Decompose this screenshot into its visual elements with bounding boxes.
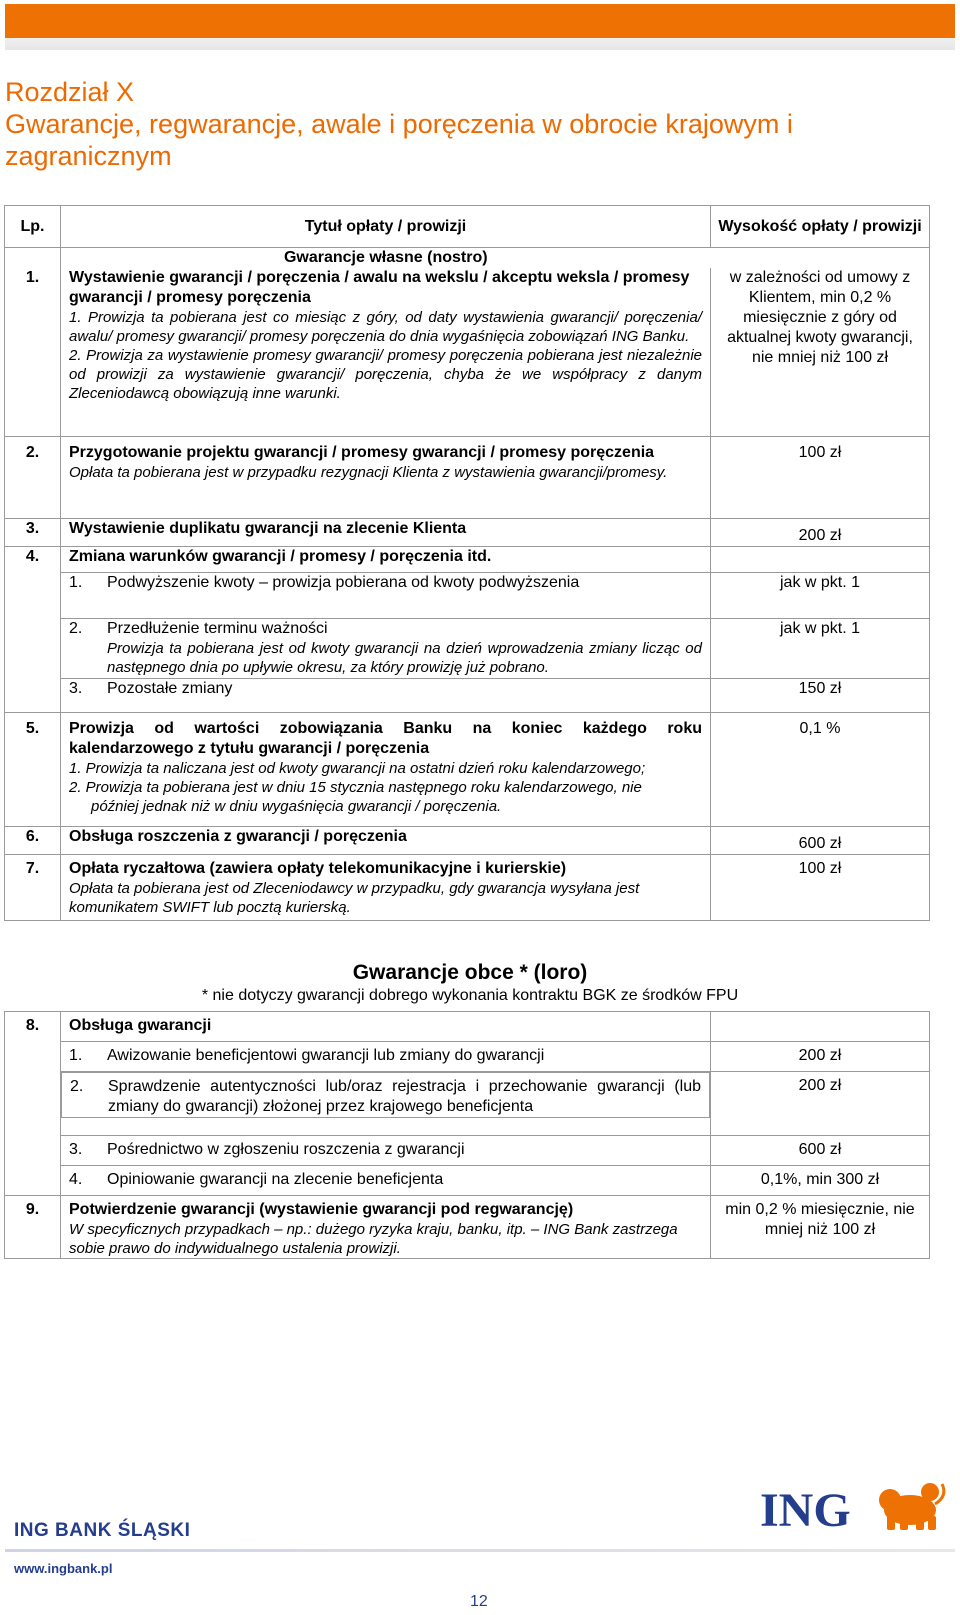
table-row	[5, 712, 930, 826]
subrow-fee: 600 zł	[711, 1136, 930, 1166]
fee-table-nostro	[4, 205, 930, 921]
table-row	[5, 546, 930, 572]
row-title: Wystawienie duplikatu gwarancji na zlecenie Klienta	[61, 518, 711, 546]
table-row	[5, 518, 930, 546]
row-title: Opłata ryczałtowa (zawiera opłaty telekomunikacyjne i kurierskie)	[69, 859, 567, 877]
subrow-text: Opiniowanie gwarancji na zlecenie beneficjenta	[107, 1171, 444, 1188]
section-title-loro: Gwarancje obce * (loro)	[352, 961, 588, 984]
row-fee: 0,1 %	[711, 712, 930, 826]
row-lp: 2.	[5, 436, 61, 518]
subrow-fee: jak w pkt. 1	[711, 618, 930, 678]
row-lp: 6.	[5, 826, 61, 854]
subrow-number: 1.	[69, 1047, 83, 1064]
page-number: 12	[470, 1593, 488, 1610]
subrow-number: 1.	[69, 573, 83, 591]
subrow-fee: 200 zł	[711, 1072, 930, 1136]
row-title: Zmiana warunków gwarancji / promesy / poręczenia itd.	[61, 546, 711, 572]
row-note: W specyficznych przypadkach – np.: dużego ryzyka kraju, banku, itp. – ING Bank zastrzega sobie prawo do indywidualnego ustalenia prowizji.	[69, 1221, 678, 1257]
row-lp: 7.	[5, 854, 61, 920]
section-note-loro: * nie dotyczy gwarancji dobrego wykonania kontraktu BGK ze środków FPU	[201, 987, 739, 1004]
row-title: Przygotowanie projektu gwarancji / promesy gwarancji / promesy poręczenia	[69, 443, 655, 461]
row-fee: w zależności od umowy z Klientem, min 0,2 % miesięcznie z góry od aktualnej kwoty gwarancji, nie mniej niż 100 zł	[711, 268, 930, 436]
table-subrow	[5, 1136, 930, 1166]
fee-table-loro	[4, 1011, 930, 1259]
table-subrow	[5, 1042, 930, 1072]
table-subrow	[5, 678, 930, 712]
subrow-note: Prowizja ta pobierana jest od kwoty gwarancji na dzień wprowadzenia zmiany licząc od następnego dnia po upływie okresu, za który prowizję już pobrano.	[107, 639, 702, 676]
table-row	[5, 854, 930, 920]
subrow-text: Sprawdzenie autentyczności lub/oraz rejestracja i przechowanie gwarancji (lub zmiany do gwarancji) złożonej przez krajowego beneficjenta	[108, 1078, 701, 1115]
subrow-fee: 0,1%, min 300 zł	[711, 1166, 930, 1196]
subrow-number: 4.	[69, 1171, 83, 1188]
subrow-fee: 150 zł	[711, 678, 930, 712]
subrow-text: Awizowanie beneficjentowi gwarancji lub zmiany do gwarancji	[107, 1047, 545, 1064]
ing-lion-icon	[760, 1476, 950, 1536]
subrow-text: Pozostałe zmiany	[107, 679, 233, 697]
row-note: 2. Prowizja ta pobierana jest w dniu 15 stycznia następnego roku kalendarzowego, nie	[69, 778, 642, 796]
row-lp: 3.	[5, 518, 61, 546]
header-lp: Lp.	[5, 206, 61, 248]
table-row	[5, 1012, 930, 1042]
chapter-number: Rozdział X	[5, 77, 135, 107]
subrow-fee: 200 zł	[711, 1042, 930, 1072]
subrow-text: Podwyższenie kwoty – prowizja pobierana od kwoty podwyższenia	[107, 573, 580, 591]
row-note: później jednak niż w dniu wygaśnięcia gwarancji / poręczenia.	[91, 797, 502, 815]
header-orange-bar	[5, 4, 955, 38]
row-note: Opłata ta pobierana jest w przypadku rezygnacji Klienta z wystawienia gwarancji/promesy.	[69, 463, 668, 481]
table-row	[5, 268, 930, 436]
table-header-row	[5, 206, 930, 248]
bank-name-logo: ING BANK ŚLĄSKI	[14, 1520, 191, 1541]
table-subrow	[5, 1072, 930, 1136]
row-lp: 5.	[5, 712, 61, 826]
website-link[interactable]: www.ingbank.pl	[14, 1561, 113, 1576]
row-note: 1. Prowizja ta pobierana jest co miesiąc z góry, od daty wystawienia gwarancji/ poręczenia/ awalu/ promesy gwarancji/ promesy poręczenia do dnia wygaśnięcia zobowiązań ING Banku.	[69, 309, 702, 345]
footer-divider	[5, 1549, 955, 1552]
table-row	[5, 436, 930, 518]
row-lp: 8.	[5, 1012, 61, 1042]
table-subrow	[5, 572, 930, 618]
chapter-title: Gwarancje, regwarancje, awale i poręczenia w obrocie krajowym i zagranicznym	[5, 109, 793, 171]
row-title: Potwierdzenie gwarancji (wystawienie gwarancji pod regwarancję)	[69, 1201, 574, 1218]
section-title-nostro: Gwarancje własne (nostro)	[61, 248, 711, 269]
row-title: Obsługa roszczenia z gwarancji / poręczenia	[61, 826, 711, 854]
subrow-text: Pośrednictwo w zgłoszeniu roszczenia z gwarancji	[107, 1141, 465, 1158]
section-row-nostro	[5, 248, 930, 269]
table-row	[5, 1196, 930, 1259]
subrow-number: 2.	[70, 1078, 84, 1095]
subrow-text: Przedłużenie terminu ważności	[107, 619, 328, 637]
row-lp: 4.	[5, 546, 61, 572]
table-row	[5, 826, 930, 854]
row-lp: 9.	[5, 1196, 61, 1259]
row-title: Obsługa gwarancji	[61, 1012, 711, 1042]
row-title: Wystawienie gwarancji / poręczenia / awalu na wekslu / akceptu weksla / promesy gwarancji / promesy poręczenia	[69, 269, 690, 306]
row-title: Prowizja od wartości zobowiązania Banku na koniec każdego roku kalendarzowego z tytułu gwarancji / poręczenia	[69, 719, 702, 757]
header-grey-bar	[5, 38, 955, 50]
section-heading-loro	[60, 960, 880, 1006]
ing-logo	[760, 1476, 950, 1541]
row-fee: 200 zł	[711, 518, 930, 546]
header-fee: Wysokość opłaty / prowizji	[711, 206, 930, 248]
row-lp: 1.	[5, 268, 61, 436]
row-fee: 600 zł	[711, 826, 930, 854]
row-fee: 100 zł	[711, 854, 930, 920]
row-note: 1. Prowizja ta naliczana jest od kwoty gwarancji na ostatni dzień roku kalendarzowego;	[69, 759, 646, 777]
row-note: Opłata ta pobierana jest od Zleceniodawcy w przypadku, gdy gwarancja wysyłana jest komunikatem SWIFT lub pocztą kurierską.	[69, 879, 640, 916]
chapter-heading	[5, 76, 945, 172]
subrow-number: 3.	[69, 1141, 83, 1158]
table-subrow	[5, 618, 930, 678]
header-title: Tytuł opłaty / prowizji	[61, 206, 711, 248]
table-subrow	[5, 1166, 930, 1196]
subrow-fee: jak w pkt. 1	[711, 572, 930, 618]
ing-logo-text: ING	[760, 1484, 851, 1536]
subrow-number: 2.	[69, 619, 83, 637]
row-fee: min 0,2 % miesięcznie, nie mniej niż 100 zł	[711, 1196, 930, 1259]
row-note: 2. Prowizja za wystawienie promesy gwarancji/ promesy poręczenia pobierana jest niezależnie od prowizji za wystawienie gwarancji/ poręczenia, chyba że we współpracy z danym Zleceniodawcą obowiązują inne warunki.	[69, 347, 702, 402]
row-fee: 100 zł	[711, 436, 930, 518]
subrow-number: 3.	[69, 679, 83, 697]
